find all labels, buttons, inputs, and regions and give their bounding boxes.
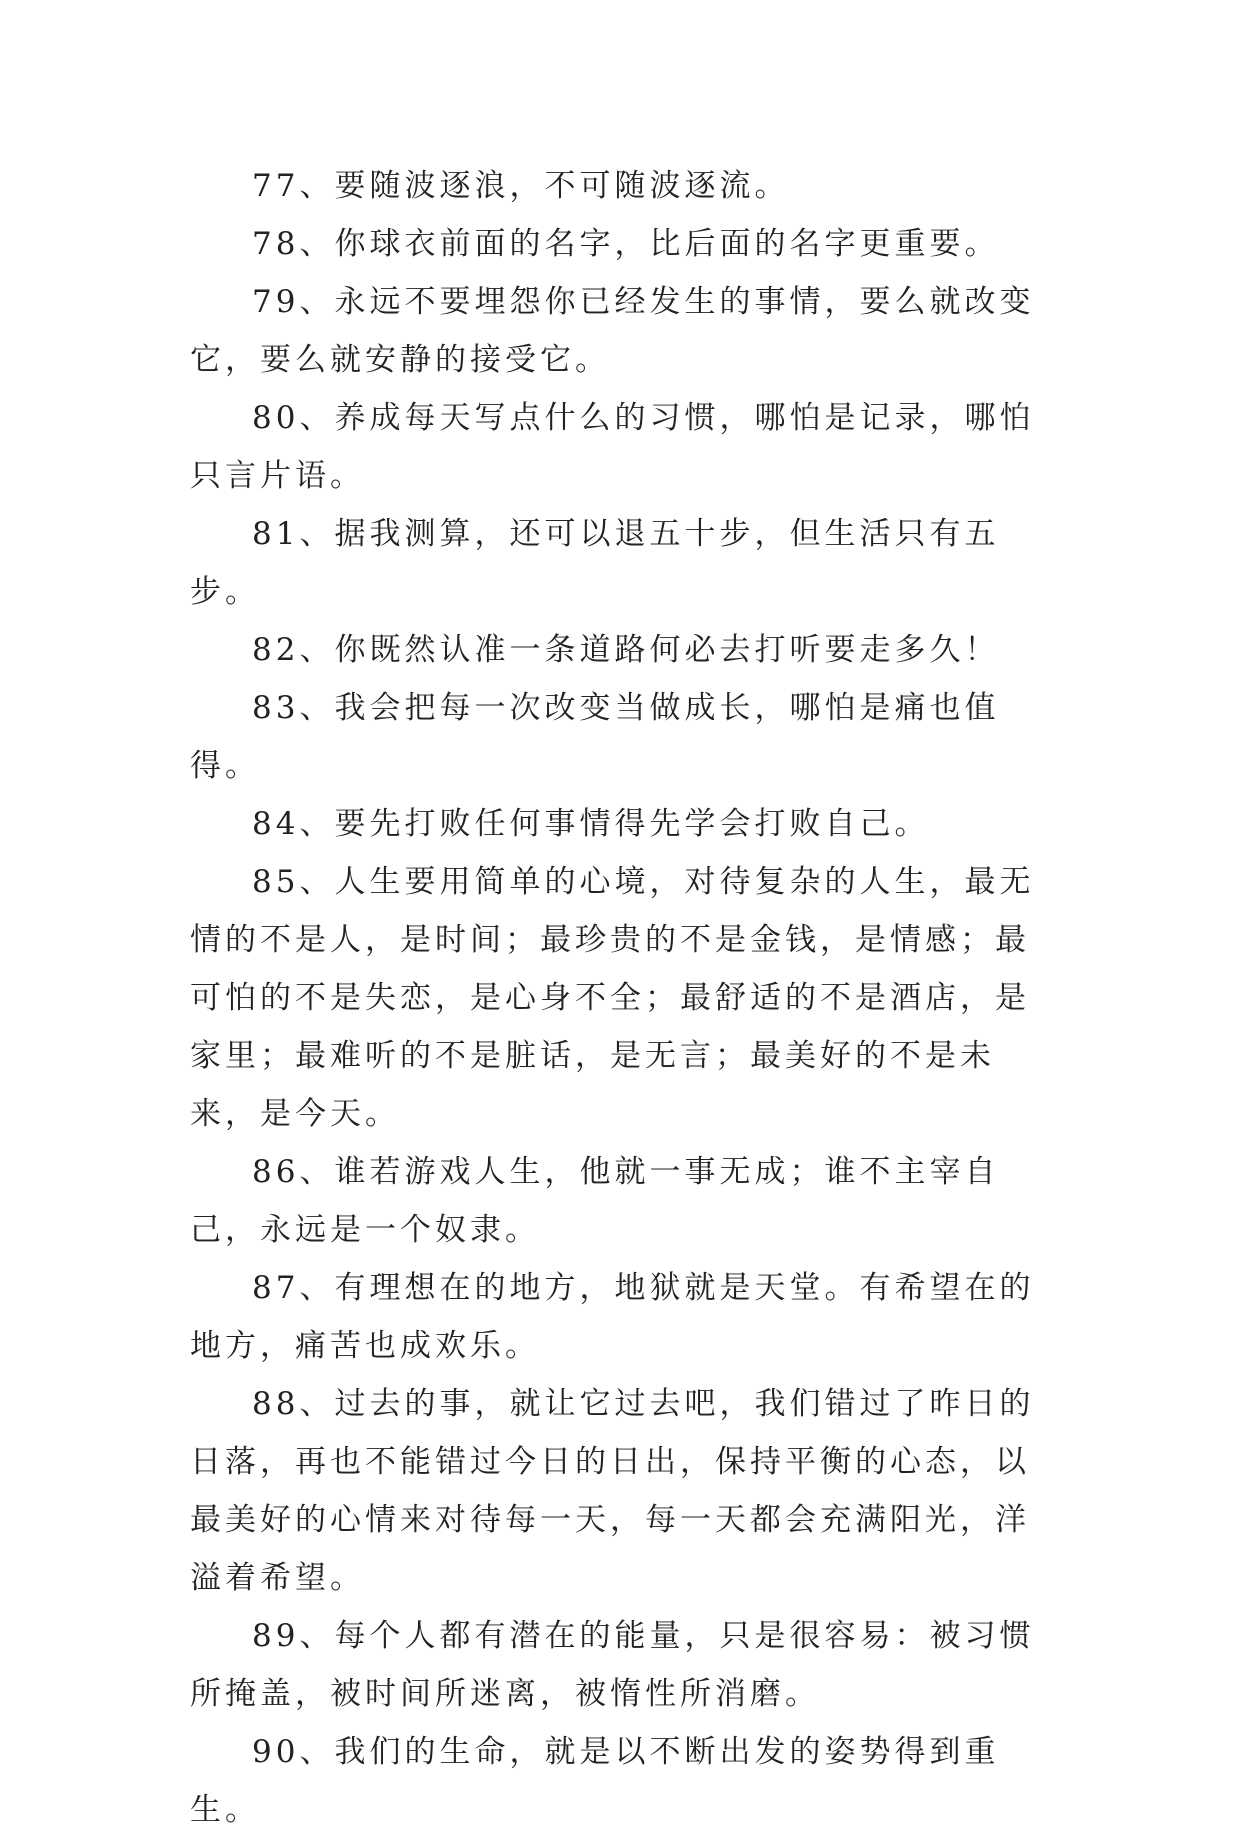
paragraph-78: 78、你球衣前面的名字，比后面的名字更重要。 — [252, 226, 1000, 262]
paragraph-82: 82、你既然认准一条道路何必去打听要走多久！ — [252, 632, 1000, 668]
paragraph-77: 77、要随波逐浪，不可随波逐流。 — [252, 168, 790, 204]
paragraph-86: 86、谁若游戏人生，他就一事无成；谁不主宰自己，永远是一个奴隶。 — [190, 1154, 1000, 1248]
paragraph-83: 83、我会把每一次改变当做成长，哪怕是痛也值得。 — [190, 690, 1000, 784]
paragraph-79: 79、永远不要埋怨你已经发生的事情，要么就改变它，要么就安静的接受它。 — [190, 284, 1035, 378]
paragraph-80: 80、养成每天写点什么的习惯，哪怕是记录，哪怕只言片语。 — [190, 400, 1035, 494]
paragraph-81: 81、据我测算，还可以退五十步，但生活只有五步。 — [190, 516, 1000, 610]
paragraph-85: 85、人生要用简单的心境，对待复杂的人生，最无情的不是人，是时间；最珍贵的不是金钱，是情感；最可怕的不是失恋，是心身不全；最舒适的不是酒店，是家里；最难听的不是脏话，是无言；最美好的不是未来，是今天。 — [190, 864, 1035, 1132]
paragraph-88: 88、过去的事，就让它过去吧，我们错过了昨日的日落，再也不能错过今日的日出，保持平衡的心态，以最美好的心情来对待每一天，每一天都会充满阳光，洋溢着希望。 — [190, 1386, 1035, 1596]
paragraph-89: 89、每个人都有潜在的能量，只是很容易：被习惯所掩盖，被时间所迷离，被惰性所消磨。 — [190, 1618, 1035, 1712]
paragraph-84: 84、要先打败任何事情得先学会打败自己。 — [252, 806, 930, 842]
paragraph-90: 90、我们的生命，就是以不断出发的姿势得到重生。 — [190, 1734, 1000, 1828]
document-body — [190, 157, 1050, 1839]
paragraph-87: 87、有理想在的地方，地狱就是天堂。有希望在的地方，痛苦也成欢乐。 — [190, 1270, 1035, 1364]
